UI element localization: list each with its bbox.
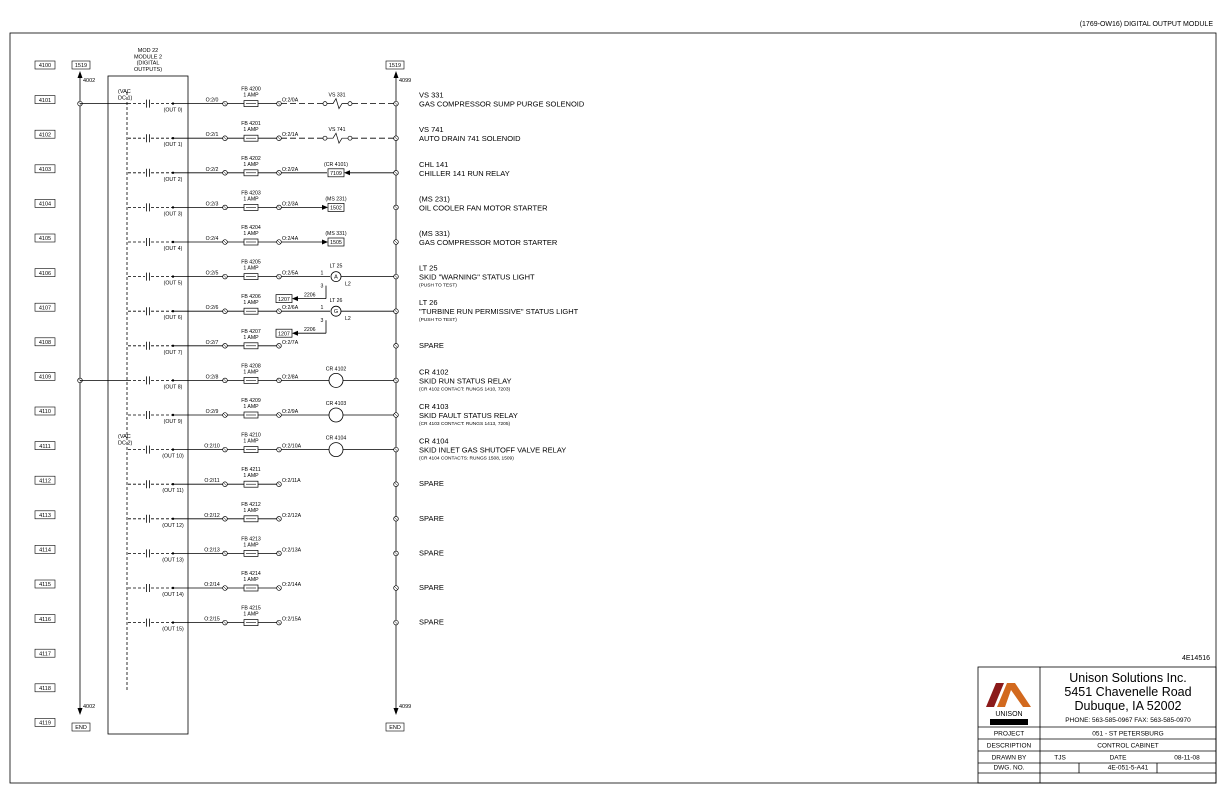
relay-coil: [329, 373, 343, 387]
rung-number-4119: [35, 718, 55, 726]
pin-label: L2: [345, 281, 351, 288]
rung-number-4112: [35, 476, 55, 484]
device-description: SKID FAULT STATUS RELAY: [419, 411, 518, 420]
rail-wire-bottom: 4099: [399, 704, 412, 710]
rung-number-text: 4119: [39, 720, 51, 727]
rung-number-text: 4108: [38, 340, 52, 346]
wire-label-in: O:2/13: [204, 547, 220, 554]
wire-label-out: O:2/2A: [282, 166, 299, 173]
right-power-rail: [386, 61, 411, 731]
pin-label: 3: [320, 318, 324, 325]
solenoid-terminal: [348, 102, 352, 106]
device-note: (CR 4104 CONTACTS: RUNGS 1508, 1509): [419, 456, 514, 462]
device-description: LT 25: [419, 263, 438, 273]
rung-number-4113: [35, 511, 55, 519]
output-rung-5: [128, 260, 535, 303]
output-rung-9: [128, 398, 518, 427]
reference-number: 1505: [330, 240, 342, 247]
rung-number-text: 4106: [38, 270, 52, 277]
reference-arrow: [322, 205, 328, 210]
device-tag: CR 4103: [325, 401, 347, 407]
fuse-label: FB 4204: [241, 225, 261, 231]
rung-number-4118: [35, 684, 55, 692]
pilot-light-letter: A: [334, 274, 338, 281]
rung-number-text: 4109: [38, 374, 52, 381]
rail-end-text: END: [75, 725, 87, 732]
output-label: (OUT 12): [162, 522, 184, 529]
device-description: LT 26: [419, 298, 438, 308]
device-description: SPARE: [419, 479, 444, 489]
fuse-label: FB 4215: [241, 605, 261, 612]
output-label: (OUT 5): [163, 280, 183, 287]
device-tag: (MS 331): [325, 231, 347, 237]
wire-label-out: O:2/12A: [282, 512, 302, 519]
device-description: SKID "WARNING" STATUS LIGHT: [419, 272, 535, 282]
drawing-reference: 4E14516: [1181, 655, 1210, 662]
fuse-rating: 1 AMP: [243, 438, 259, 445]
fuse-rating: 1 AMP: [243, 231, 259, 237]
device-description: CR 4102: [419, 367, 449, 377]
device-note: (PUSH TO TEST): [419, 318, 457, 324]
supply-label: (VAC: [118, 434, 131, 440]
rail-arrow-top: [78, 71, 83, 78]
rung-number-column: [35, 61, 55, 727]
wire-label-ref: 2206: [304, 327, 316, 334]
company-line: Dubuque, IA 52002: [1074, 699, 1182, 713]
wire-label-out: O:2/13A: [282, 547, 302, 554]
device-description: (MS 231): [419, 194, 450, 204]
reference-arrow: [322, 240, 328, 245]
solenoid-symbol: [327, 133, 348, 143]
output-rung-13: [128, 536, 444, 563]
output-label: (OUT 7): [163, 349, 183, 356]
output-label: (OUT 14): [162, 592, 184, 598]
rung-number-text: 4113: [39, 513, 51, 519]
reference-arrow: [292, 331, 298, 336]
rung-number-4110: [35, 407, 55, 415]
solenoid-terminal: [323, 136, 327, 140]
fuse-rating: 1 AMP: [243, 196, 259, 203]
fuse-rating: 1 AMP: [243, 161, 259, 168]
pin-label: 1: [320, 270, 324, 277]
relay-coil: [329, 408, 343, 422]
rung-number-4111: [35, 442, 55, 450]
fuse-label: FB 4213: [241, 536, 261, 543]
date-value: 08-11-08: [1174, 754, 1200, 762]
wire-label-out: O:2/10A: [282, 443, 302, 450]
wire-label-out: O:2/0A: [282, 97, 299, 104]
wire-label-in: O:2/8: [205, 374, 219, 381]
fuse-label: FB 4201: [241, 121, 261, 128]
output-label: (OUT 11): [162, 488, 184, 495]
rung-number-text: 4103: [38, 167, 52, 173]
fuse-label: FB 4212: [241, 501, 261, 508]
rung-number-4100: [35, 61, 55, 69]
fuse-label: FB 4202: [241, 155, 261, 162]
rail-arrow-bottom: [78, 708, 83, 715]
fuse-rating: 1 AMP: [243, 334, 259, 341]
wire-label-in: O:2/15: [204, 616, 220, 623]
output-rung-14: [128, 571, 444, 598]
output-rung-2: [128, 156, 510, 183]
rung-number-text: 4110: [39, 409, 51, 416]
device-note: (CR 4103 CONTACT: RUNGS 1413, 7205): [419, 422, 511, 427]
wire-label-out: O:2/4A: [282, 236, 299, 242]
output-label: (OUT 4): [163, 246, 183, 252]
device-description: SPARE: [419, 513, 444, 523]
wire-label-in: O:2/11: [204, 478, 220, 485]
device-description: "TURBINE RUN PERMISSIVE" STATUS LIGHT: [419, 307, 579, 317]
supply-label: DC 1): [118, 95, 133, 102]
wire-label-in: O:2/4: [205, 236, 219, 242]
fuse-rating: 1 AMP: [243, 611, 259, 618]
device-tag: VS 331: [328, 92, 346, 99]
title-block: [978, 655, 1216, 783]
wire-label-in: O:2/7: [205, 339, 219, 346]
rung-number-4109: [35, 372, 55, 380]
device-description: OIL COOLER FAN MOTOR STARTER: [419, 203, 548, 213]
device-description: GAS COMPRESSOR MOTOR STARTER: [419, 238, 558, 247]
rung-number-4106: [35, 269, 55, 277]
wire-label-out: O:2/11A: [282, 478, 301, 485]
device-description: SPARE: [419, 548, 444, 558]
fuse-label: FB 4206: [241, 294, 261, 301]
fuse-label: FB 4208: [241, 363, 261, 370]
wire-label-in: O:2/2: [205, 166, 219, 173]
fuse-rating: 1 AMP: [243, 265, 259, 272]
rail-end-text: END: [389, 725, 401, 732]
wire-label-out: O:2/8A: [282, 374, 299, 381]
rung-number-text: 4104: [38, 201, 52, 208]
device-description: VS 331: [419, 90, 444, 100]
device-description: CHILLER 141 RUN RELAY: [419, 168, 510, 178]
device-description: CR 4103: [419, 402, 449, 411]
date-label: DATE: [1109, 754, 1127, 762]
fuse-rating: 1 AMP: [243, 92, 259, 99]
description-label: DESCRIPTION: [986, 742, 1032, 750]
rung-number-4114: [35, 545, 55, 553]
wire-label-in: O:2/14: [204, 582, 220, 588]
wire-label-out: O:2/15A: [282, 616, 302, 623]
fuse-label: FB 4209: [241, 398, 261, 404]
fuse-label: FB 4210: [241, 432, 261, 439]
rung-number-4105: [35, 234, 55, 242]
module-label: MOD 22: [137, 48, 159, 54]
wire-label-in: O:2/9: [205, 409, 219, 415]
dwg-no-label: DWG. NO.: [993, 764, 1025, 772]
logo-text: UNISON: [995, 711, 1023, 718]
device-note: (PUSH TO TEST): [419, 283, 457, 289]
wire-label-out: O:2/7A: [282, 339, 299, 346]
device-description: VS 741: [419, 125, 444, 135]
reference-arrow: [292, 296, 298, 301]
reference-number: 7109: [330, 171, 342, 177]
reference-number: 1502: [330, 205, 342, 212]
project-label: PROJECT: [993, 730, 1025, 738]
device-description: CHL 141: [419, 159, 449, 169]
module-title: (1769-OW16) DIGITAL OUTPUT MODULE: [1079, 21, 1213, 28]
wire-label-in: O:2/12: [204, 512, 220, 519]
device-description: SPARE: [419, 340, 444, 350]
fuse-rating: 1 AMP: [243, 577, 259, 583]
fuse-rating: 1 AMP: [243, 300, 259, 307]
wire-label-in: O:2/6: [205, 305, 219, 312]
device-tag: LT 25: [329, 263, 343, 270]
output-rung-3: [128, 190, 548, 217]
device-description: GAS COMPRESSOR SUMP PURGE SOLENOID: [419, 99, 585, 109]
fuse-rating: 1 AMP: [243, 473, 259, 480]
wire-label-in: O:2/5: [205, 270, 219, 277]
dwg-no-value: 4E-051-5-A41: [1107, 764, 1149, 772]
fuse-label: FB 4214: [241, 571, 261, 577]
rung-number-4104: [35, 199, 55, 207]
output-label: (OUT 1): [163, 142, 183, 149]
fuse-rating: 1 AMP: [243, 404, 259, 410]
output-rung-4: [128, 225, 558, 252]
wire-label-out: O:2/3A: [282, 201, 299, 208]
rung-number-4116: [35, 615, 55, 623]
rung-number-text: 4112: [39, 478, 51, 485]
device-description: (MS 331): [419, 229, 450, 238]
rung-number-text: 4115: [39, 582, 51, 589]
device-tag: LT 26: [329, 298, 343, 305]
reference-number: 1207: [278, 296, 290, 303]
wire-label-out: O:2/14A: [282, 582, 302, 588]
pilot-light-letter: G: [333, 309, 339, 316]
rung-number-text: 4105: [38, 236, 52, 243]
supply-label: DC 2): [118, 440, 133, 447]
description-value: CONTROL CABINET: [1097, 742, 1159, 750]
rung-number-4107: [35, 303, 55, 311]
rail-arrow-top: [394, 71, 399, 78]
output-rung-10: [128, 433, 566, 462]
output-rung-8: [78, 363, 512, 392]
supply-label: (VAC: [118, 89, 131, 95]
device-tag: CR 4104: [325, 435, 347, 442]
output-label: (OUT 2): [163, 176, 183, 183]
output-label: (OUT 0): [163, 107, 183, 114]
output-rungs: [78, 87, 585, 633]
output-rung-1: [128, 121, 521, 148]
output-rung-15: [128, 606, 444, 633]
solenoid-terminal: [348, 136, 352, 140]
drawn-by-value: TJS: [1054, 754, 1066, 762]
rung-number-text: 4101: [38, 97, 52, 104]
rung-number-4117: [35, 649, 55, 657]
wire-label-in: O:2/3: [205, 201, 219, 208]
fuse-rating: 1 AMP: [243, 127, 259, 134]
wire-label-out: O:2/1A: [282, 132, 299, 139]
rung-number-text: 4116: [39, 616, 51, 623]
wire-label-ref: 2206: [304, 292, 316, 299]
rung-number-text: 4100: [38, 63, 52, 70]
relay-coil: [329, 443, 343, 457]
rung-number-text: 4102: [38, 132, 52, 139]
rung-number-4102: [35, 130, 55, 138]
device-tag: VS 741: [328, 127, 346, 134]
solenoid-symbol: [327, 99, 348, 109]
rung-number-4108: [35, 338, 55, 346]
device-tag: (MS 231): [325, 196, 347, 203]
fuse-label: FB 4200: [241, 86, 261, 93]
rung-number-4103: [35, 165, 55, 173]
rung-number-4115: [35, 580, 55, 588]
company-line: Unison Solutions Inc.: [1069, 671, 1187, 685]
device-note: (CR 4102 CONTACT: RUNGS 1410, 7203): [419, 387, 511, 393]
fuse-rating: 1 AMP: [243, 542, 259, 549]
device-description: SPARE: [419, 583, 444, 592]
module-label: MODULE 2: [133, 54, 163, 61]
sheet-border: [10, 33, 1216, 783]
fuse-label: FB 4211: [241, 467, 261, 474]
module-label: (DIGITAL: [136, 60, 160, 67]
drawn-by-label: DRAWN BY: [991, 754, 1027, 762]
company-phone: PHONE: 563-585-0967 FAX: 563-585-0970: [1065, 717, 1191, 724]
fuse-label: FB 4207: [241, 328, 261, 335]
reference-number: 1207: [278, 331, 290, 338]
wire-label-in: O:2/0: [205, 97, 219, 104]
rung-number-text: 4117: [39, 651, 51, 658]
rail-wire-top: 4099: [399, 78, 412, 84]
pin-label: 3: [320, 283, 324, 290]
output-rung-0: [78, 87, 585, 114]
rail-ref-text: 1519: [74, 63, 88, 70]
device-description: CR 4104: [419, 436, 449, 446]
device-tag: CR 4102: [325, 366, 347, 373]
rung-number-text: 4111: [39, 443, 51, 450]
output-rung-12: [128, 502, 444, 529]
wire-label-out: O:2/5A: [282, 270, 299, 277]
output-label: (OUT 13): [162, 557, 184, 564]
wire-label-out: O:2/9A: [282, 409, 299, 415]
fuse-rating: 1 AMP: [243, 369, 259, 376]
output-rung-6: [128, 294, 579, 337]
output-label: (OUT 6): [163, 315, 183, 322]
rung-number-text: 4114: [39, 547, 51, 554]
pin-label: L2: [345, 316, 351, 323]
pin-label: 1: [320, 305, 324, 312]
device-description: SKID RUN STATUS RELAY: [419, 376, 512, 386]
project-value: 051 - ST PETERSBURG: [1092, 730, 1164, 738]
reference-arrow: [344, 170, 350, 175]
module-outline: [108, 76, 188, 734]
output-label: (OUT 15): [162, 626, 184, 633]
fuse-label: FB 4205: [241, 259, 261, 266]
wire-label-in: O:2/10: [204, 443, 220, 450]
rail-ref-text: 1519: [388, 63, 402, 70]
module-label: OUTPUTS): [133, 66, 163, 73]
output-label: (OUT 3): [163, 211, 183, 218]
logo-subtext: SOLUTIONS: [997, 719, 1021, 725]
rail-wire-top: 4002: [83, 78, 96, 84]
device-description: SPARE: [419, 617, 444, 627]
output-label: (OUT 10): [162, 453, 184, 460]
company-line: 5451 Chavenelle Road: [1064, 685, 1192, 699]
wire-label-in: O:2/1: [205, 132, 219, 139]
solenoid-terminal: [323, 102, 327, 106]
rung-number-4101: [35, 96, 55, 104]
left-power-rail: [72, 61, 95, 731]
rail-arrow-bottom: [394, 708, 399, 715]
wire-label-out: O:2/6A: [282, 305, 299, 312]
device-description: AUTO DRAIN 741 SOLENOID: [419, 134, 521, 144]
fuse-label: FB 4203: [241, 190, 261, 197]
device-description: SKID INLET GAS SHUTOFF VALVE RELAY: [419, 445, 567, 455]
output-rung-11: [128, 467, 444, 494]
output-label: (OUT 8): [163, 384, 183, 391]
rung-number-text: 4118: [39, 686, 51, 692]
device-tag: (CR 4101): [324, 161, 348, 168]
output-label: (OUT 9): [163, 419, 183, 425]
fuse-rating: 1 AMP: [243, 507, 259, 514]
rail-wire-bottom: 4002: [83, 704, 96, 710]
rung-number-text: 4107: [38, 305, 52, 312]
